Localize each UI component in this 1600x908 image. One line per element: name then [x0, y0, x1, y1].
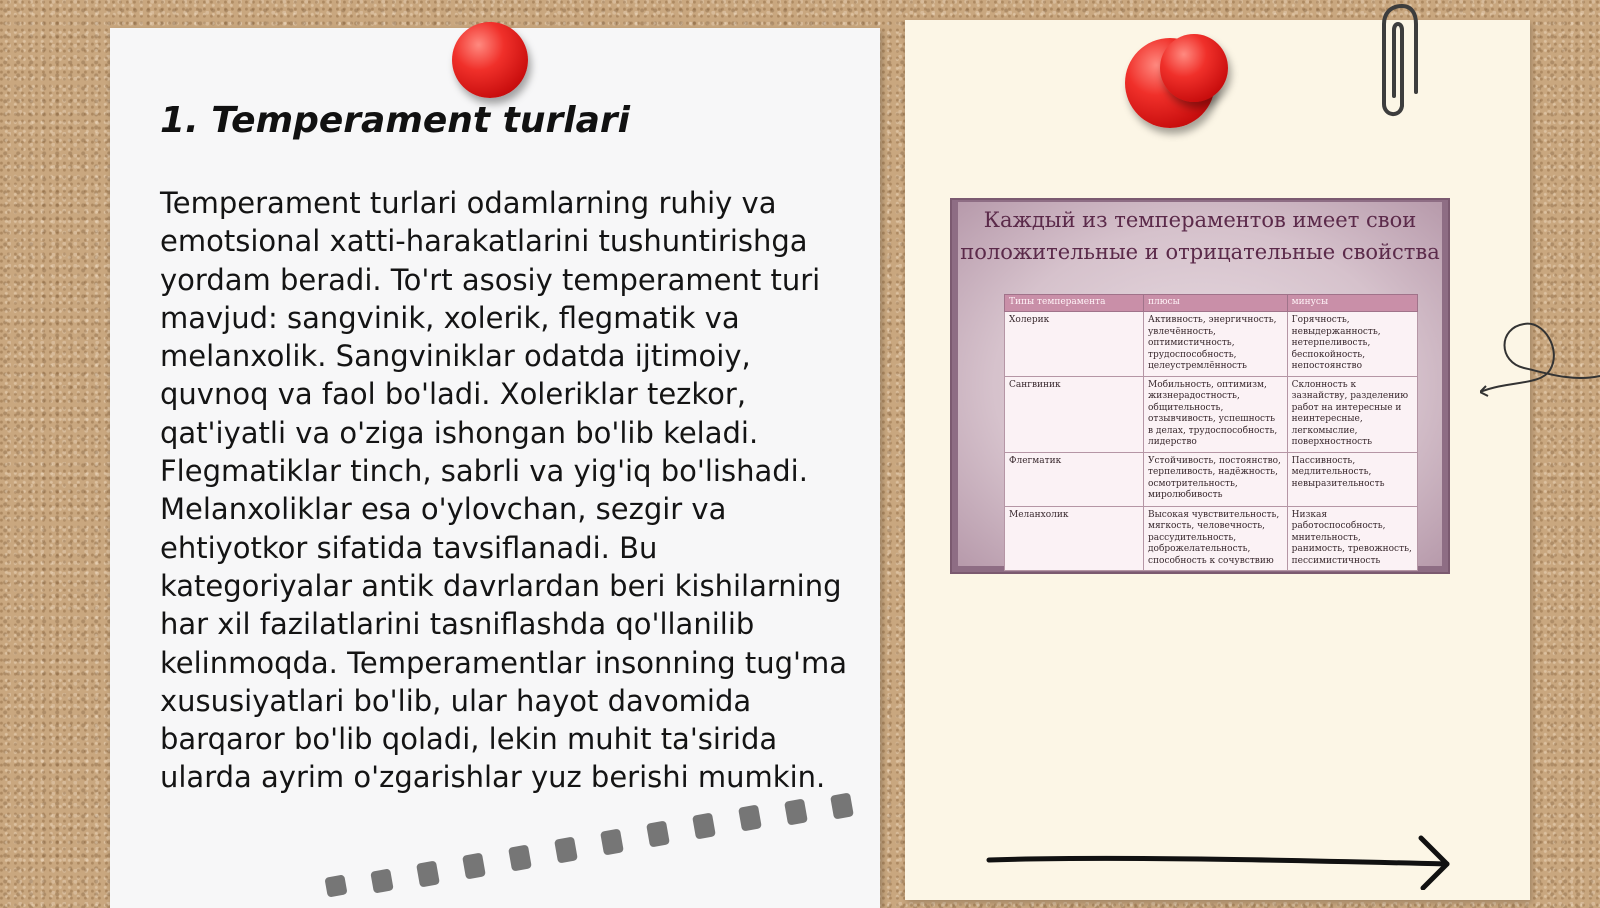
- slide-title: 1. Temperament turlari: [160, 100, 630, 141]
- table-heading: Каждый из темпераментов имеет свои положительные и отрицательные свойства: [960, 208, 1440, 264]
- table-cell: Склонность к зазнайству, разделению работ на интересные и неинтересные, легкомыслие, поверхностность: [1287, 376, 1417, 452]
- column-header: Типы темперамента: [1005, 295, 1144, 312]
- paperclip-icon: [1372, 0, 1422, 125]
- table-cell: Сангвиник: [1005, 376, 1144, 452]
- pushpin-icon: [452, 22, 528, 98]
- table-cell: Устойчивость, постоянство, терпеливость, надёжность, осмотрительность, миролюбивость: [1144, 452, 1288, 506]
- temperament-table-image: [950, 198, 1450, 574]
- table-header-row: [1005, 295, 1418, 312]
- table-cell: Горячность, невыдержанность, нетерпеливость, беспокойность, непостоянство: [1287, 312, 1417, 377]
- torn-spiral-edge: [320, 790, 880, 900]
- table-cell: Пассивность, медлительность, невыразительность: [1287, 452, 1417, 506]
- column-header: минусы: [1287, 295, 1417, 312]
- table-cell: Мобильность, оптимизм, жизнерадостность, общительность, отзывчивость, успешность в делах, трудоспособность, лидерство: [1144, 376, 1288, 452]
- body-paragraph: Temperament turlari odamlarning ruhiy va emotsional xatti-harakatlarini tushuntirishga yordam beradi. To'rt asosiy temperament turi mavjud: sangvinik, xolerik, flegmatik va melanxolik. Sangviniklar odatda ijtimoiy, quvnoq va faol bo'ladi. Xoleriklar tezkor, qat'iyatli va o'ziga ishongan bo'lib keladi. Flegmatiklar tinch, sabrli va yig'iq bo'lishadi. Melanxoliklar esa o'ylovchan, sezgir va ehtiyotkor sifatida tavsiflanadi. Bu kategoriyalar antik davrlardan beri kishilarning har xil fazilatlarini tasniflashda qo'llanilib kelinmoqda. Temperamentlar insonning tug'ma xususiyatlari bo'lib, ular hayot davomida barqaror bo'lib qoladi, lekin muhit ta'sirida ularda ayrim o'zgarishlar yuz berishi mumkin.: [160, 186, 848, 795]
- table-cell: Низкая работоспособность, мнительность, ранимость, тревожность, пессимистичность: [1287, 506, 1417, 571]
- table-image-inner: [958, 202, 1442, 566]
- temperament-table: [1004, 294, 1418, 571]
- arrow-right-icon: [985, 830, 1455, 890]
- table-row: [1005, 376, 1418, 452]
- table-cell: Флегматик: [1005, 452, 1144, 506]
- table-row: [1005, 452, 1418, 506]
- column-header: плюсы: [1144, 295, 1288, 312]
- table-cell: Высокая чувствительность, мягкость, человечность, рассудительность, доброжелательность, способность к сочувствию: [1144, 506, 1288, 571]
- table-row: [1005, 312, 1418, 377]
- table-cell: Холерик: [1005, 312, 1144, 377]
- string-doodle: [1480, 310, 1600, 410]
- table-cell: Меланхолик: [1005, 506, 1144, 571]
- table-row: [1005, 506, 1418, 571]
- pushpin-head-icon: [1160, 34, 1228, 102]
- table-cell: Активность, энергичность, увлечённость, оптимистичность, трудоспособность, целеустремлённость: [1144, 312, 1288, 377]
